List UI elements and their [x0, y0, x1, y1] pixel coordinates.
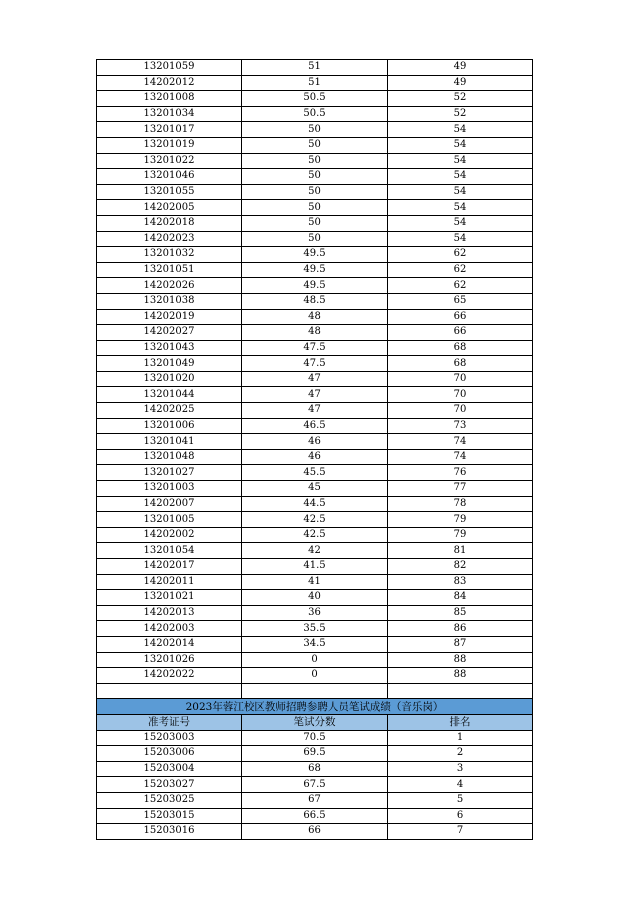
cell-score: 46.5 — [242, 418, 388, 434]
cell-rank: 52 — [388, 106, 533, 122]
cell-rank: 83 — [388, 574, 533, 590]
blank-row — [97, 683, 533, 699]
cell-score: 36 — [242, 605, 388, 621]
cell-score: 50 — [242, 169, 388, 185]
table-row — [97, 527, 533, 543]
cell-score: 50 — [242, 200, 388, 216]
cell-exam-id: 13201003 — [97, 481, 242, 497]
table-row — [97, 403, 533, 419]
cell-rank: 65 — [388, 293, 533, 309]
cell-rank: 86 — [388, 621, 533, 637]
cell-exam-id: 13201008 — [97, 91, 242, 107]
cell-score: 40 — [242, 590, 388, 606]
cell-score: 67 — [242, 792, 388, 808]
table-row — [97, 761, 533, 777]
cell-rank: 54 — [388, 215, 533, 231]
cell-exam-id: 13201041 — [97, 434, 242, 450]
cell-exam-id: 15203027 — [97, 777, 242, 793]
cell-exam-id: 14202012 — [97, 75, 242, 91]
cell-exam-id: 14202005 — [97, 200, 242, 216]
cell-exam-id: 13201043 — [97, 340, 242, 356]
section1-rows — [97, 60, 533, 684]
table-row — [97, 512, 533, 528]
table-row — [97, 200, 533, 216]
table-row — [97, 91, 533, 107]
cell-score: 70.5 — [242, 730, 388, 746]
cell-rank: 3 — [388, 761, 533, 777]
cell-score: 50 — [242, 184, 388, 200]
header-score: 笔试分数 — [242, 714, 388, 730]
table-row — [97, 824, 533, 840]
cell-score: 50 — [242, 137, 388, 153]
cell-score: 45.5 — [242, 465, 388, 481]
cell-score: 50.5 — [242, 106, 388, 122]
table-row — [97, 325, 533, 341]
cell-score: 0 — [242, 668, 388, 684]
cell-rank: 54 — [388, 200, 533, 216]
cell-exam-id: 13201038 — [97, 293, 242, 309]
cell-score: 49.5 — [242, 247, 388, 263]
table-row — [97, 636, 533, 652]
cell-score: 47 — [242, 403, 388, 419]
cell-score: 50 — [242, 215, 388, 231]
table-row — [97, 75, 533, 91]
cell-rank: 54 — [388, 153, 533, 169]
cell-exam-id: 13201054 — [97, 543, 242, 559]
table-row — [97, 60, 533, 76]
table-row — [97, 278, 533, 294]
cell-exam-id: 15203025 — [97, 792, 242, 808]
cell-exam-id: 13201020 — [97, 371, 242, 387]
cell-exam-id: 14202025 — [97, 403, 242, 419]
table-row — [97, 574, 533, 590]
cell-rank: 70 — [388, 371, 533, 387]
cell-score: 47 — [242, 371, 388, 387]
cell-score: 42.5 — [242, 527, 388, 543]
cell-score: 50 — [242, 122, 388, 138]
cell-exam-id: 14202026 — [97, 278, 242, 294]
cell-rank: 79 — [388, 512, 533, 528]
table-row — [97, 371, 533, 387]
table-row — [97, 746, 533, 762]
cell-rank: 66 — [388, 309, 533, 325]
cell-exam-id: 14202023 — [97, 231, 242, 247]
cell-exam-id: 15203015 — [97, 808, 242, 824]
cell-score: 35.5 — [242, 621, 388, 637]
cell-score: 44.5 — [242, 496, 388, 512]
table-row — [97, 247, 533, 263]
table-row — [97, 792, 533, 808]
cell-score: 50 — [242, 153, 388, 169]
cell-rank: 62 — [388, 262, 533, 278]
cell-score: 45 — [242, 481, 388, 497]
table-row — [97, 559, 533, 575]
cell-score: 48.5 — [242, 293, 388, 309]
cell-rank: 68 — [388, 340, 533, 356]
cell-exam-id: 13201026 — [97, 652, 242, 668]
table-row — [97, 106, 533, 122]
cell-rank: 84 — [388, 590, 533, 606]
cell-score: 66 — [242, 824, 388, 840]
cell-exam-id: 14202003 — [97, 621, 242, 637]
table-row — [97, 418, 533, 434]
table-row — [97, 215, 533, 231]
table-row — [97, 481, 533, 497]
cell-rank: 5 — [388, 792, 533, 808]
cell-score: 47.5 — [242, 356, 388, 372]
table-row — [97, 169, 533, 185]
cell-rank: 88 — [388, 652, 533, 668]
table-row — [97, 137, 533, 153]
cell-exam-id: 13201051 — [97, 262, 242, 278]
cell-score: 47.5 — [242, 340, 388, 356]
cell-rank: 68 — [388, 356, 533, 372]
cell-score: 46 — [242, 449, 388, 465]
cell-score: 66.5 — [242, 808, 388, 824]
cell-rank: 7 — [388, 824, 533, 840]
table-row — [97, 621, 533, 637]
cell-exam-id: 14202002 — [97, 527, 242, 543]
cell-exam-id: 14202013 — [97, 605, 242, 621]
cell-exam-id: 13201049 — [97, 356, 242, 372]
cell-score: 48 — [242, 309, 388, 325]
cell-score: 42.5 — [242, 512, 388, 528]
cell-rank: 82 — [388, 559, 533, 575]
section2-title: 2023年蓉江校区教师招聘参聘人员笔试成绩（音乐岗） — [97, 699, 533, 715]
header-rank: 排名 — [388, 714, 533, 730]
table-row — [97, 590, 533, 606]
cell-exam-id: 14202007 — [97, 496, 242, 512]
cell-score: 0 — [242, 652, 388, 668]
cell-exam-id: 15203016 — [97, 824, 242, 840]
cell-rank: 70 — [388, 387, 533, 403]
cell-rank: 73 — [388, 418, 533, 434]
cell-rank: 54 — [388, 137, 533, 153]
cell-rank: 49 — [388, 60, 533, 76]
cell-rank: 77 — [388, 481, 533, 497]
cell-exam-id: 13201032 — [97, 247, 242, 263]
cell-rank: 62 — [388, 247, 533, 263]
cell-score: 34.5 — [242, 636, 388, 652]
table-row — [97, 262, 533, 278]
table-row — [97, 293, 533, 309]
cell-rank: 66 — [388, 325, 533, 341]
table-row — [97, 496, 533, 512]
table-row — [97, 730, 533, 746]
cell-exam-id: 13201021 — [97, 590, 242, 606]
section2-title-row — [97, 699, 533, 715]
cell-score: 42 — [242, 543, 388, 559]
cell-score: 51 — [242, 75, 388, 91]
cell-exam-id: 15203004 — [97, 761, 242, 777]
cell-exam-id: 15203003 — [97, 730, 242, 746]
table-row — [97, 340, 533, 356]
cell-exam-id: 14202027 — [97, 325, 242, 341]
cell-rank: 81 — [388, 543, 533, 559]
cell-exam-id: 13201017 — [97, 122, 242, 138]
score-sheet — [96, 59, 532, 840]
cell-rank: 1 — [388, 730, 533, 746]
cell-rank: 54 — [388, 231, 533, 247]
cell-rank: 76 — [388, 465, 533, 481]
table-row — [97, 668, 533, 684]
table-row — [97, 153, 533, 169]
cell-rank: 54 — [388, 169, 533, 185]
cell-rank: 74 — [388, 449, 533, 465]
cell-rank: 54 — [388, 122, 533, 138]
cell-exam-id: 14202019 — [97, 309, 242, 325]
table-row — [97, 777, 533, 793]
cell-score: 41.5 — [242, 559, 388, 575]
table-row — [97, 387, 533, 403]
table-row — [97, 309, 533, 325]
cell-rank: 6 — [388, 808, 533, 824]
table-row — [97, 605, 533, 621]
table-row — [97, 231, 533, 247]
cell-exam-id: 13201048 — [97, 449, 242, 465]
cell-score: 47 — [242, 387, 388, 403]
cell-rank: 4 — [388, 777, 533, 793]
cell-exam-id: 13201044 — [97, 387, 242, 403]
section2-header-row — [97, 714, 533, 730]
cell-rank: 88 — [388, 668, 533, 684]
cell-score: 50 — [242, 231, 388, 247]
cell-rank: 2 — [388, 746, 533, 762]
table-row — [97, 434, 533, 450]
header-exam-id: 准考证号 — [97, 714, 242, 730]
score-table — [96, 59, 533, 840]
cell-exam-id: 13201006 — [97, 418, 242, 434]
table-row — [97, 652, 533, 668]
cell-rank: 52 — [388, 91, 533, 107]
cell-exam-id: 14202022 — [97, 668, 242, 684]
cell-exam-id: 13201022 — [97, 153, 242, 169]
cell-exam-id: 14202017 — [97, 559, 242, 575]
cell-rank: 62 — [388, 278, 533, 294]
cell-rank: 85 — [388, 605, 533, 621]
table-row — [97, 356, 533, 372]
cell-exam-id: 15203006 — [97, 746, 242, 762]
table-row — [97, 808, 533, 824]
cell-score: 51 — [242, 60, 388, 76]
cell-rank: 87 — [388, 636, 533, 652]
cell-exam-id: 14202018 — [97, 215, 242, 231]
cell-score: 49.5 — [242, 278, 388, 294]
cell-score: 69.5 — [242, 746, 388, 762]
table-row — [97, 184, 533, 200]
cell-score: 48 — [242, 325, 388, 341]
cell-score: 46 — [242, 434, 388, 450]
cell-rank: 79 — [388, 527, 533, 543]
cell-score: 68 — [242, 761, 388, 777]
cell-exam-id: 13201027 — [97, 465, 242, 481]
cell-exam-id: 13201005 — [97, 512, 242, 528]
table-row — [97, 122, 533, 138]
table-row — [97, 465, 533, 481]
table-row — [97, 543, 533, 559]
cell-score: 50.5 — [242, 91, 388, 107]
cell-score: 49.5 — [242, 262, 388, 278]
cell-exam-id: 13201046 — [97, 169, 242, 185]
cell-rank: 54 — [388, 184, 533, 200]
table-row — [97, 449, 533, 465]
cell-score: 41 — [242, 574, 388, 590]
cell-rank: 70 — [388, 403, 533, 419]
section2-rows — [97, 730, 533, 839]
cell-exam-id: 13201019 — [97, 137, 242, 153]
cell-exam-id: 14202014 — [97, 636, 242, 652]
cell-exam-id: 13201055 — [97, 184, 242, 200]
cell-exam-id: 13201034 — [97, 106, 242, 122]
cell-rank: 49 — [388, 75, 533, 91]
cell-rank: 74 — [388, 434, 533, 450]
cell-exam-id: 13201059 — [97, 60, 242, 76]
cell-score: 67.5 — [242, 777, 388, 793]
cell-exam-id: 14202011 — [97, 574, 242, 590]
cell-rank: 78 — [388, 496, 533, 512]
